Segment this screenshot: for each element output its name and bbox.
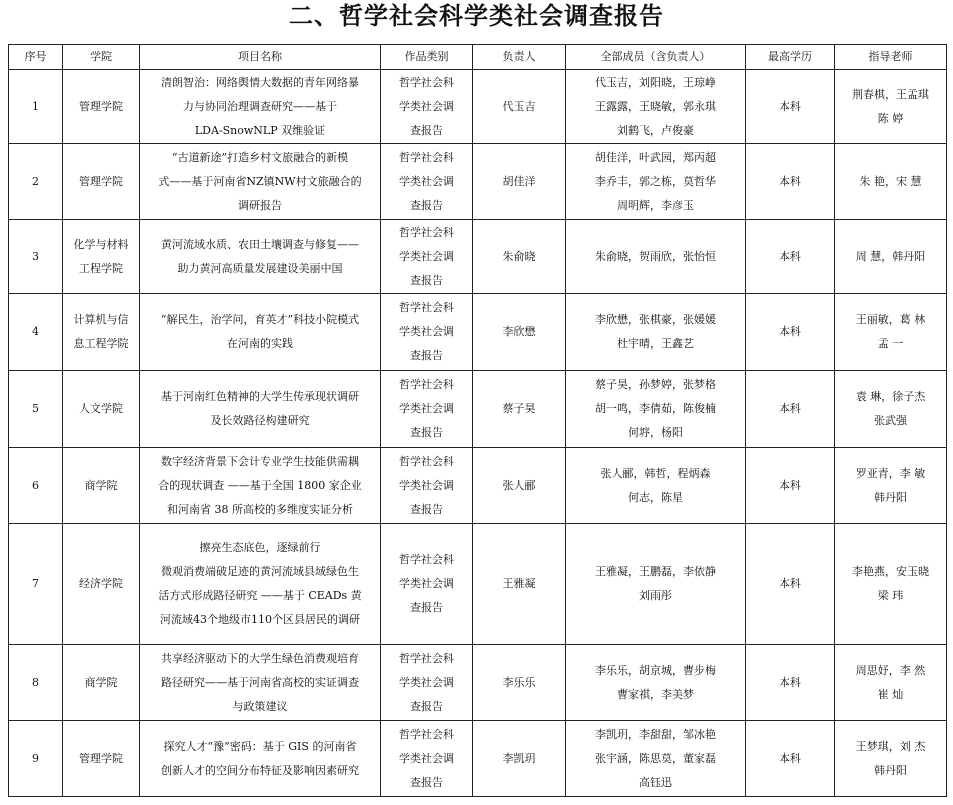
- cell-project: [140, 448, 381, 524]
- cell-category: [381, 220, 473, 294]
- cell-category-line: 哲学社会科: [399, 150, 454, 164]
- cell-category-line: 学类社会调: [399, 577, 454, 590]
- cell-project: [140, 524, 381, 645]
- cell-advisors-line: 周思妤，李 然: [855, 663, 926, 677]
- cell-degree: 本科: [746, 524, 835, 645]
- cell-project-line: 和河南省 38 所高校的多维度实证分析: [167, 502, 353, 516]
- cell-members-line: 王雅凝，王鹏磊，李依静: [595, 565, 716, 578]
- cell-members-line: 刘鹤飞，卢俊豪: [617, 123, 694, 137]
- cell-advisors: [835, 448, 947, 524]
- cell-advisors: [835, 70, 947, 144]
- cell-degree: 本科: [746, 144, 835, 220]
- cell-advisors: [835, 524, 947, 645]
- cell-leader: 李凯玥: [473, 721, 566, 797]
- cell-college-line: 管理学院: [79, 751, 123, 765]
- cell-category-line: 查报告: [410, 775, 443, 789]
- cell-category-line: 学类社会调: [399, 174, 454, 188]
- cell-college: [63, 294, 140, 371]
- cell-advisors: [835, 220, 947, 294]
- cell-members-line: 李欣懋，张棋豪，张媛媛: [595, 313, 716, 326]
- cell-project-line: “解民生，治学问，育英才”科技小院模式: [160, 313, 360, 326]
- table-body: [9, 70, 947, 797]
- cell-advisors: [835, 721, 947, 797]
- cell-no: 6: [9, 448, 63, 524]
- header-category: 作品类别: [381, 45, 473, 70]
- cell-category-line: 哲学社会科: [399, 301, 454, 314]
- cell-advisors-line: 王丽敏，葛 林: [855, 313, 926, 326]
- cell-project: [140, 371, 381, 448]
- cell-project-line: 式——基于河南省NZ镇NW村文旅融合的: [158, 174, 362, 188]
- table-row: [9, 144, 947, 220]
- table-row: [9, 448, 947, 524]
- cell-college-line: 管理学院: [79, 174, 123, 188]
- cell-degree: 本科: [746, 294, 835, 371]
- cell-advisors: [835, 371, 947, 448]
- cell-no: 3: [9, 220, 63, 294]
- cell-members: [566, 371, 746, 448]
- table-row: [9, 294, 947, 371]
- cell-category-line: 查报告: [410, 349, 443, 362]
- cell-project: [140, 144, 381, 220]
- cell-members-line: 朱俞晓，贺雨欣，张怡恒: [595, 249, 716, 263]
- cell-college-line: 管理学院: [79, 99, 123, 113]
- cell-no: 5: [9, 371, 63, 448]
- cell-project-line: 活方式形成路径研究 ——基于 CEADs 黄: [158, 589, 362, 602]
- cell-college: [63, 721, 140, 797]
- cell-category-line: 学类社会调: [399, 675, 454, 689]
- cell-degree: 本科: [746, 721, 835, 797]
- cell-members-line: 何垿，杨阳: [628, 426, 683, 439]
- cell-members: [566, 220, 746, 294]
- report-table: [8, 44, 947, 797]
- cell-college-line: 工程学院: [79, 261, 123, 275]
- cell-members-line: 张人郦，韩哲，程炳森: [600, 466, 711, 480]
- cell-category: [381, 70, 473, 144]
- cell-members-line: 张宇涵，陈思莫，董家磊: [595, 751, 716, 765]
- cell-category-line: 学类社会调: [399, 402, 454, 415]
- cell-project: [140, 294, 381, 371]
- cell-leader: 代玉吉: [473, 70, 566, 144]
- cell-members-line: 刘雨彤: [639, 589, 672, 602]
- cell-members: [566, 645, 746, 721]
- cell-leader: 王雅凝: [473, 524, 566, 645]
- cell-members: [566, 70, 746, 144]
- cell-members: [566, 294, 746, 371]
- cell-category: [381, 448, 473, 524]
- cell-category-line: 哲学社会科: [399, 75, 454, 89]
- cell-project-line: 黄河流域水质、农田土壤调查与修复——: [161, 237, 359, 251]
- cell-category: [381, 524, 473, 645]
- cell-category-line: 哲学社会科: [399, 553, 454, 566]
- cell-leader: 朱俞晓: [473, 220, 566, 294]
- cell-project-line: 助力黄河高质量发展建设美丽中国: [177, 261, 343, 275]
- cell-category-line: 哲学社会科: [399, 454, 454, 468]
- cell-advisors-line: 周 慧，韩丹阳: [855, 249, 926, 263]
- cell-category-line: 学类社会调: [399, 751, 454, 765]
- cell-college-line: 人文学院: [79, 402, 123, 415]
- cell-project-line: LDA-SnowNLP 双维验证: [194, 123, 326, 137]
- cell-project-line: 探究人才“豫”密码：基于 GIS 的河南省: [163, 739, 357, 753]
- cell-college: [63, 144, 140, 220]
- cell-category-line: 查报告: [410, 426, 443, 439]
- cell-degree: 本科: [746, 70, 835, 144]
- cell-members-line: 王露露，王晓敏，郭永琪: [595, 99, 716, 113]
- cell-no: 9: [9, 721, 63, 797]
- table-row: [9, 70, 947, 144]
- cell-category-line: 哲学社会科: [399, 225, 454, 239]
- cell-members-line: 高钰迅: [639, 775, 672, 789]
- cell-project-line: “古道新途”打造乡村文旅融合的新模: [171, 150, 349, 164]
- header-members: 全部成员（含负责人）: [566, 45, 746, 70]
- table-row: [9, 524, 947, 645]
- cell-members: [566, 721, 746, 797]
- cell-members: [566, 144, 746, 220]
- cell-project-line: 力与协同治理调查研究——基于: [183, 99, 337, 113]
- cell-category: [381, 371, 473, 448]
- cell-category: [381, 144, 473, 220]
- cell-advisors: [835, 645, 947, 721]
- cell-advisors: [835, 144, 947, 220]
- cell-project-line: 与政策建议: [232, 699, 288, 713]
- cell-category-line: 学类社会调: [399, 249, 454, 263]
- cell-project-line: 创新人才的空间分布特征及影响因素研究: [161, 763, 359, 777]
- table-row: [9, 371, 947, 448]
- cell-project-line: 数字经济背景下会计专业学生技能供需耦: [161, 454, 359, 468]
- cell-category-line: 查报告: [410, 502, 443, 516]
- cell-no: 4: [9, 294, 63, 371]
- cell-advisors-line: 韩丹阳: [874, 490, 907, 504]
- cell-members-line: 李凯玥，李甜甜，邹冰艳: [595, 727, 716, 741]
- cell-college: [63, 645, 140, 721]
- cell-leader: 李乐乐: [473, 645, 566, 721]
- cell-category-line: 查报告: [410, 273, 443, 287]
- cell-degree: 本科: [746, 448, 835, 524]
- cell-advisors-line: 王梦琪，刘 杰: [855, 739, 926, 753]
- cell-project: [140, 220, 381, 294]
- cell-college: [63, 524, 140, 645]
- cell-leader: 蔡子昊: [473, 371, 566, 448]
- cell-college: [63, 220, 140, 294]
- cell-leader: 李欣懋: [473, 294, 566, 371]
- cell-category-line: 查报告: [410, 601, 443, 614]
- cell-category-line: 哲学社会科: [399, 378, 454, 391]
- cell-members-line: 何志，陈星: [628, 490, 683, 504]
- cell-category-line: 学类社会调: [399, 478, 454, 492]
- cell-category-line: 哲学社会科: [399, 727, 454, 741]
- cell-category: [381, 294, 473, 371]
- table-header-row: [9, 45, 947, 70]
- cell-no: 2: [9, 144, 63, 220]
- cell-project-line: 合的现状调查 ——基于全国 1800 家企业: [158, 478, 362, 492]
- cell-category-line: 查报告: [410, 198, 443, 212]
- header-degree: 最高学历: [746, 45, 835, 70]
- cell-no: 1: [9, 70, 63, 144]
- cell-category-line: 查报告: [410, 123, 443, 137]
- cell-advisors-line: 陈 婷: [877, 111, 904, 125]
- cell-project-line: 清朗智治：网络舆情大数据的青年网络暴: [161, 75, 359, 89]
- cell-advisors-line: 荆春棋，王孟琪: [852, 87, 929, 101]
- cell-project-line: 微观消费端破足迹的黄河流域县域绿色生: [161, 565, 359, 578]
- table-row: [9, 645, 947, 721]
- cell-members-line: 胡佳洋，叶武园，郑丙超: [595, 150, 716, 164]
- cell-members-line: 李乔丰，郭之栋，莫哲华: [595, 174, 716, 188]
- cell-degree: 本科: [746, 371, 835, 448]
- table-row: [9, 220, 947, 294]
- cell-advisors-line: 朱 艳，宋 慧: [859, 174, 922, 188]
- cell-college: [63, 70, 140, 144]
- cell-members-line: 周明辉，李彦玉: [617, 198, 694, 212]
- cell-project-line: 调研报告: [238, 198, 282, 212]
- header-no: 序号: [9, 45, 63, 70]
- header-college: 学院: [63, 45, 140, 70]
- table-row: [9, 721, 947, 797]
- cell-college-line: 经济学院: [79, 577, 123, 590]
- header-advisors: 指导老师: [835, 45, 947, 70]
- cell-advisors-line: 梁 玮: [877, 589, 904, 602]
- cell-college-line: 化学与材料: [73, 237, 129, 251]
- cell-college: [63, 371, 140, 448]
- cell-college-line: 商学院: [84, 675, 118, 689]
- header-leader: 负责人: [473, 45, 566, 70]
- cell-leader: 张人郦: [473, 448, 566, 524]
- cell-project: [140, 645, 381, 721]
- cell-advisors-line: 韩丹阳: [874, 763, 907, 777]
- cell-category-line: 学类社会调: [399, 99, 454, 113]
- cell-college: [63, 448, 140, 524]
- cell-college-line: 计算机与信: [73, 313, 129, 326]
- cell-category-line: 学类社会调: [399, 325, 454, 338]
- cell-project-line: 擦亮生态底色，逐绿前行: [199, 541, 321, 554]
- cell-category: [381, 721, 473, 797]
- cell-members-line: 曹家祺，李美梦: [617, 687, 694, 701]
- cell-project: [140, 70, 381, 144]
- cell-members-line: 胡一鸣，李倩茹，陈俊楠: [595, 402, 716, 415]
- cell-members-line: 李乐乐，胡京城，曹步梅: [595, 663, 716, 677]
- cell-no: 8: [9, 645, 63, 721]
- cell-project-line: 共享经济驱动下的大学生绿色消费观培育: [161, 651, 359, 665]
- cell-degree: 本科: [746, 645, 835, 721]
- cell-advisors-line: 罗亚青，李 敏: [855, 466, 926, 480]
- header-project: 项目名称: [140, 45, 381, 70]
- cell-members-line: 蔡子昊，孙梦婷，张梦格: [595, 378, 716, 391]
- cell-college-line: 息工程学院: [73, 337, 129, 350]
- cell-project-line: 路径研究——基于河南省高校的实证调查: [161, 675, 359, 689]
- cell-category-line: 查报告: [410, 699, 443, 713]
- cell-category: [381, 645, 473, 721]
- cell-members: [566, 448, 746, 524]
- cell-members-line: 杜宇晴，王鑫艺: [617, 337, 694, 350]
- cell-project: [140, 721, 381, 797]
- cell-college-line: 商学院: [84, 478, 118, 492]
- cell-advisors-line: 崔 灿: [877, 687, 904, 701]
- page-title: 二、哲学社会科学类社会调查报告: [289, 2, 664, 30]
- cell-category-line: 哲学社会科: [399, 651, 454, 665]
- cell-project-line: 在河南的实践: [227, 337, 293, 350]
- cell-advisors-line: 袁 琳，徐子杰: [855, 390, 926, 403]
- cell-project-line: 及长效路径构建研究: [210, 414, 310, 427]
- cell-advisors-line: 李艳燕，安玉晓: [852, 565, 929, 578]
- cell-members-line: 代玉吉，刘阳晓，王琼峥: [595, 75, 716, 89]
- cell-advisors: [835, 294, 947, 371]
- cell-advisors-line: 张武强: [874, 414, 907, 427]
- cell-leader: 胡佳洋: [473, 144, 566, 220]
- cell-project-line: 基于河南红色精神的大学生传承现状调研: [161, 390, 359, 403]
- cell-members: [566, 524, 746, 645]
- cell-degree: 本科: [746, 220, 835, 294]
- cell-advisors-line: 孟 一: [877, 337, 904, 350]
- cell-project-line: 河流域43个地级市110个区县居民的调研: [160, 613, 360, 626]
- cell-no: 7: [9, 524, 63, 645]
